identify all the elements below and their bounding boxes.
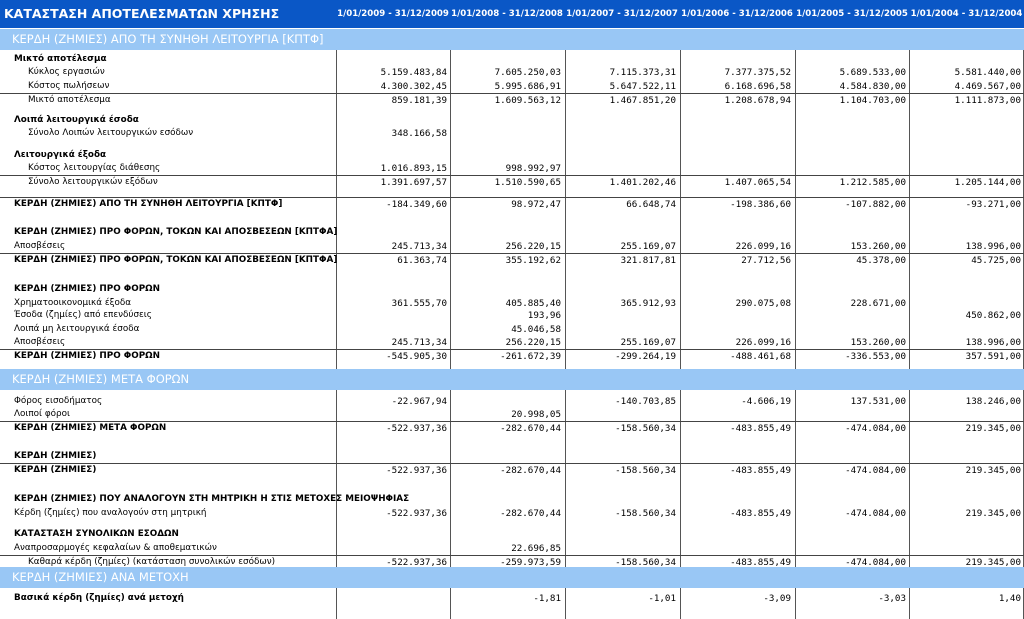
value-cell: 255.169,07 — [620, 337, 676, 348]
period-header-2: 1/01/2008 - 31/12/2008 — [451, 9, 563, 19]
table-row — [0, 528, 1024, 541]
value-cell: 1.391.697,57 — [380, 177, 447, 188]
value-cell — [336, 592, 450, 605]
value-cell: 66.648,74 — [626, 199, 676, 210]
value-cell: 20.998,05 — [511, 409, 561, 420]
value-cell: -474.084,00 — [845, 465, 906, 476]
value-cell: 153.260,00 — [850, 337, 906, 348]
value-cell — [795, 162, 909, 175]
value-cell — [795, 283, 909, 296]
value-cell — [336, 450, 450, 463]
row-label: Κόστος πωλήσεων — [28, 81, 110, 91]
value-cell: 138.996,00 — [965, 241, 1021, 252]
table-row — [0, 93, 1024, 107]
value-cell: 7.115.373,31 — [609, 67, 676, 78]
value-cell — [680, 283, 794, 296]
value-cell: 27.712,56 — [741, 255, 791, 266]
table-row — [0, 149, 1024, 162]
value-cell: 1.208.678,94 — [724, 95, 791, 106]
row-label: ΚΕΡΔΗ (ΖΗΜΙΕΣ) ΠΡΟ ΦΟΡΩΝ — [14, 284, 160, 294]
value-cell — [909, 528, 1024, 541]
value-cell — [680, 542, 794, 555]
table-row — [0, 240, 1024, 253]
value-cell — [680, 114, 794, 127]
value-cell: 4.300.302,45 — [380, 81, 447, 92]
table-row — [0, 309, 1024, 322]
row-label: Καθαρά κέρδη (ζημίες) (κατάσταση συνολικών εσόδων) — [28, 557, 276, 567]
table-row — [0, 162, 1024, 175]
value-cell: 355.192,62 — [505, 255, 561, 266]
value-cell: 255.169,07 — [620, 241, 676, 252]
row-label: Σύνολο λειτουργικών εξόδων — [28, 177, 158, 187]
value-cell: 1.205.144,00 — [954, 177, 1021, 188]
value-cell — [909, 283, 1024, 296]
value-cell: 138.246,00 — [965, 396, 1021, 407]
value-cell: -474.084,00 — [845, 508, 906, 519]
value-cell: -93.271,00 — [965, 199, 1021, 210]
value-cell: -107.882,00 — [845, 199, 906, 210]
value-cell: 290.075,08 — [735, 298, 791, 309]
value-cell: 4.469.567,00 — [954, 81, 1021, 92]
value-cell: -158.560,34 — [615, 508, 676, 519]
value-cell — [336, 542, 450, 555]
value-cell: -259.973,59 — [500, 557, 561, 568]
table-row — [0, 542, 1024, 555]
value-cell — [680, 149, 794, 162]
value-cell: 1.467.851,20 — [609, 95, 676, 106]
value-cell: -4.606,19 — [741, 396, 791, 407]
value-cell — [450, 283, 564, 296]
value-cell: 256.220,15 — [505, 241, 561, 252]
value-cell — [565, 450, 679, 463]
value-cell: -483.855,49 — [730, 508, 791, 519]
table-row — [0, 127, 1024, 140]
value-cell: 245.713,34 — [391, 241, 447, 252]
value-cell — [565, 127, 679, 140]
row-label: ΚΕΡΔΗ (ΖΗΜΙΕΣ) ΠΟΥ ΑΝΑΛΟΓΟΥΝ ΣΤΗ ΜΗΤΡΙΚΗ Η ΣΤΙΣ ΜΕΤΟΧΕΣ ΜΕΙΟΨΗΦΙΑΣ — [14, 494, 410, 504]
value-cell: 5.581.440,00 — [954, 67, 1021, 78]
table-row — [0, 114, 1024, 127]
value-cell — [450, 528, 564, 541]
value-cell — [909, 493, 1024, 506]
row-label: ΚΕΡΔΗ (ΖΗΜΙΕΣ) — [14, 465, 97, 475]
value-cell — [336, 408, 450, 421]
value-cell — [565, 162, 679, 175]
value-cell: 193,96 — [527, 310, 561, 321]
row-label: Αποσβέσεις — [14, 337, 66, 347]
value-cell: -522.937,36 — [386, 508, 447, 519]
table-row — [0, 408, 1024, 421]
value-cell: -474.084,00 — [845, 557, 906, 568]
section-header: ΚΕΡΔΗ (ΖΗΜΙΕΣ) ΑΝΑ ΜΕΤΟΧΗ — [0, 567, 1024, 588]
period-header-5: 1/01/2005 - 31/12/2005 — [796, 9, 908, 19]
value-cell: 219.345,00 — [965, 508, 1021, 519]
table-row — [0, 349, 1024, 363]
value-cell: 361.555,70 — [391, 298, 447, 309]
value-cell — [336, 114, 450, 127]
value-cell — [680, 493, 794, 506]
value-cell — [336, 53, 450, 66]
value-cell — [909, 149, 1024, 162]
table-row — [0, 80, 1024, 93]
value-cell: -545.905,30 — [386, 351, 447, 362]
value-cell: 245.713,34 — [391, 337, 447, 348]
value-cell: -282.670,44 — [500, 465, 561, 476]
table-row — [0, 175, 1024, 189]
row-label: Χρηματοοικονομικά έξοδα — [14, 298, 132, 308]
value-cell: -522.937,36 — [386, 423, 447, 434]
value-cell — [565, 226, 679, 239]
value-cell — [565, 309, 679, 322]
value-cell: -1,81 — [533, 593, 561, 604]
value-cell: -158.560,34 — [615, 423, 676, 434]
value-cell — [680, 162, 794, 175]
value-cell: 45.046,58 — [511, 324, 561, 335]
value-cell — [909, 53, 1024, 66]
table-row — [0, 253, 1024, 267]
row-label: Λοιπά μη λειτουργικά έσοδα — [14, 324, 140, 334]
value-cell: 153.260,00 — [850, 241, 906, 252]
value-cell: 450.862,00 — [965, 310, 1021, 321]
value-cell: 1.104.703,00 — [839, 95, 906, 106]
value-cell: -3,03 — [878, 593, 906, 604]
row-label: Βασικά κέρδη (ζημίες) ανά μετοχή — [14, 593, 184, 603]
table-row — [0, 53, 1024, 66]
value-cell: 1,40 — [998, 593, 1021, 604]
row-label: Λειτουργικά έξοδα — [14, 150, 107, 160]
value-cell: -140.703,85 — [615, 396, 676, 407]
value-cell: 365.912,93 — [620, 298, 676, 309]
value-cell: 5.995.686,91 — [494, 81, 561, 92]
row-label: ΚΕΡΔΗ (ΖΗΜΙΕΣ) ΜΕΤΑ ΦΟΡΩΝ — [14, 423, 167, 433]
row-label: Έσοδα (ζημίες) από επενδύσεις — [14, 310, 152, 320]
value-cell — [795, 149, 909, 162]
value-cell: -483.855,49 — [730, 465, 791, 476]
value-cell — [565, 323, 679, 336]
row-label: ΚΕΡΔΗ (ΖΗΜΙΕΣ) ΠΡΟ ΦΟΡΩΝ, ΤΟΚΩΝ ΚΑΙ ΑΠΟΣΒΕΣΕΩΝ [ΚΠΤΦΑ] — [14, 255, 338, 265]
value-cell — [565, 283, 679, 296]
value-cell: 998.992,97 — [505, 163, 561, 174]
value-cell — [795, 114, 909, 127]
row-label: ΚΕΡΔΗ (ΖΗΜΙΕΣ) ΠΡΟ ΦΟΡΩΝ, ΤΟΚΩΝ ΚΑΙ ΑΠΟΣΒΕΣΕΩΝ [ΚΠΤΦΑ] — [14, 227, 338, 237]
row-label: ΚΕΡΔΗ (ΖΗΜΙΕΣ) — [14, 451, 97, 461]
value-cell — [680, 309, 794, 322]
value-cell — [909, 542, 1024, 555]
value-cell: -522.937,36 — [386, 465, 447, 476]
value-cell — [450, 493, 564, 506]
value-cell: -1,01 — [648, 593, 676, 604]
value-cell — [336, 323, 450, 336]
row-label: Αποσβέσεις — [14, 241, 66, 251]
value-cell: 22.696,85 — [511, 543, 561, 554]
row-label: Λοιποί φόροι — [14, 409, 70, 419]
value-cell: 1.609.563,12 — [494, 95, 561, 106]
table-row — [0, 395, 1024, 408]
value-cell: -198.386,60 — [730, 199, 791, 210]
value-cell: 1.407.065,54 — [724, 177, 791, 188]
page-title: ΚΑΤΑΣΤΑΣΗ ΑΠΟΤΕΛΕΣΜΑΤΩΝ ΧΡΗΣΗΣ — [4, 6, 280, 21]
value-cell: 226.099,16 — [735, 337, 791, 348]
value-cell — [795, 450, 909, 463]
value-cell — [909, 408, 1024, 421]
table-row — [0, 507, 1024, 520]
value-cell: 7.605.250,03 — [494, 67, 561, 78]
value-cell — [909, 323, 1024, 336]
value-cell — [795, 309, 909, 322]
section-header: ΚΕΡΔΗ (ΖΗΜΙΕΣ) ΑΠΟ ΤΗ ΣΥΝΗΘΗ ΛΕΙΤΟΥΡΓΙΑ [ΚΠΤΦ] — [0, 29, 1024, 50]
row-label: ΚΕΡΔΗ (ΖΗΜΙΕΣ) ΑΠΟ ΤΗ ΣΥΝΗΘΗ ΛΕΙΤΟΥΡΓΙΑ [ΚΠΤΦ] — [14, 199, 283, 209]
value-cell — [336, 226, 450, 239]
value-cell — [565, 53, 679, 66]
value-cell — [795, 323, 909, 336]
value-cell: 228.671,00 — [850, 298, 906, 309]
value-cell: 219.345,00 — [965, 423, 1021, 434]
table-row — [0, 336, 1024, 349]
value-cell: 348.166,58 — [391, 128, 447, 139]
value-cell: 45.725,00 — [971, 255, 1021, 266]
table-row — [0, 463, 1024, 477]
value-cell: 137.531,00 — [850, 396, 906, 407]
row-label: Κύκλος εργασιών — [28, 67, 105, 77]
table-row — [0, 421, 1024, 435]
value-cell: 321.817,81 — [620, 255, 676, 266]
value-cell — [680, 53, 794, 66]
value-cell: -483.855,49 — [730, 557, 791, 568]
value-cell: 219.345,00 — [965, 465, 1021, 476]
value-cell: 7.377.375,52 — [724, 67, 791, 78]
table-row — [0, 66, 1024, 79]
value-cell — [450, 226, 564, 239]
section-header: ΚΕΡΔΗ (ΖΗΜΙΕΣ) ΜΕΤΑ ΦΟΡΩΝ — [0, 369, 1024, 390]
value-cell: 859.181,39 — [391, 95, 447, 106]
value-cell — [795, 53, 909, 66]
value-cell: 226.099,16 — [735, 241, 791, 252]
value-cell: 405.885,40 — [505, 298, 561, 309]
table-row — [0, 450, 1024, 463]
value-cell — [795, 528, 909, 541]
row-label: Λοιπά λειτουργικά έσοδα — [14, 115, 139, 125]
value-cell: 1.510.590,65 — [494, 177, 561, 188]
value-cell: -3,09 — [763, 593, 791, 604]
table-row — [0, 493, 1024, 506]
value-cell — [565, 149, 679, 162]
row-label: Κέρδη (ζημίες) που αναλογούν στη μητρική — [14, 508, 207, 518]
value-cell — [336, 283, 450, 296]
row-label: ΚΑΤΑΣΤΑΣΗ ΣΥΝΟΛΙΚΩΝ ΕΣΟΔΩΝ — [14, 529, 179, 539]
table-row — [0, 197, 1024, 211]
value-cell: -22.967,94 — [391, 396, 447, 407]
table-row — [0, 226, 1024, 239]
value-cell — [795, 542, 909, 555]
value-cell — [450, 395, 564, 408]
value-cell — [795, 493, 909, 506]
value-cell: 1.401.202,46 — [609, 177, 676, 188]
row-label: Αναπροσαρμογές κεφαλαίων & αποθεματικών — [14, 543, 217, 553]
value-cell: 1.212.585,00 — [839, 177, 906, 188]
row-label: Σύνολο Λοιπών λειτουργικών εσόδων — [28, 128, 194, 138]
period-header-1: 1/01/2009 - 31/12/2009 — [337, 9, 449, 19]
value-cell: -488.461,68 — [730, 351, 791, 362]
value-cell — [450, 149, 564, 162]
value-cell: -261.672,39 — [500, 351, 561, 362]
value-cell: -483.855,49 — [730, 423, 791, 434]
value-cell — [336, 528, 450, 541]
value-cell: -282.670,44 — [500, 423, 561, 434]
value-cell — [450, 53, 564, 66]
value-cell — [565, 528, 679, 541]
value-cell: -184.349,60 — [386, 199, 447, 210]
value-cell: 5.159.483,84 — [380, 67, 447, 78]
value-cell: 4.584.830,00 — [839, 81, 906, 92]
value-cell: 138.996,00 — [965, 337, 1021, 348]
value-cell — [680, 450, 794, 463]
value-cell — [680, 323, 794, 336]
value-cell — [795, 226, 909, 239]
period-header-3: 1/01/2007 - 31/12/2007 — [566, 9, 678, 19]
value-cell — [450, 450, 564, 463]
value-cell — [680, 528, 794, 541]
value-cell — [565, 114, 679, 127]
value-cell — [909, 114, 1024, 127]
value-cell — [909, 450, 1024, 463]
value-cell: 5.647.522,11 — [609, 81, 676, 92]
value-cell — [336, 309, 450, 322]
row-label: Μικτό αποτέλεσμα — [28, 95, 111, 105]
value-cell — [909, 127, 1024, 140]
value-cell — [565, 408, 679, 421]
value-cell: 45.378,00 — [856, 255, 906, 266]
value-cell — [336, 493, 450, 506]
value-cell — [909, 226, 1024, 239]
value-cell — [565, 542, 679, 555]
period-header-6: 1/01/2004 - 31/12/2004 — [910, 9, 1023, 19]
value-cell: -336.553,00 — [845, 351, 906, 362]
value-cell: 5.689.533,00 — [839, 67, 906, 78]
value-cell: -522.937,36 — [386, 557, 447, 568]
value-cell — [565, 493, 679, 506]
value-cell: -158.560,34 — [615, 465, 676, 476]
row-label: Κόστος λειτουργίας διάθεσης — [28, 163, 161, 173]
row-label: Μικτό αποτέλεσμα — [14, 54, 107, 64]
value-cell: 98.972,47 — [511, 199, 561, 210]
value-cell — [795, 127, 909, 140]
table-header — [0, 0, 1024, 28]
value-cell — [795, 408, 909, 421]
value-cell: 1.016.893,15 — [380, 163, 447, 174]
value-cell: -299.264,19 — [615, 351, 676, 362]
table-row — [0, 555, 1024, 569]
value-cell: 1.111.873,00 — [954, 95, 1021, 106]
table-row — [0, 283, 1024, 296]
row-label: ΚΕΡΔΗ (ΖΗΜΙΕΣ) ΠΡΟ ΦΟΡΩΝ — [14, 351, 160, 361]
value-cell: 256.220,15 — [505, 337, 561, 348]
value-cell: 219.345,00 — [965, 557, 1021, 568]
value-cell — [680, 408, 794, 421]
value-cell — [909, 162, 1024, 175]
value-cell: 61.363,74 — [397, 255, 447, 266]
value-cell — [450, 114, 564, 127]
table-row — [0, 323, 1024, 336]
table-row — [0, 592, 1024, 605]
value-cell: -474.084,00 — [845, 423, 906, 434]
value-cell — [680, 127, 794, 140]
period-header-4: 1/01/2006 - 31/12/2006 — [681, 9, 793, 19]
value-cell — [336, 149, 450, 162]
value-cell: -158.560,34 — [615, 557, 676, 568]
value-cell: -282.670,44 — [500, 508, 561, 519]
value-cell — [450, 127, 564, 140]
value-cell: 357.591,00 — [965, 351, 1021, 362]
value-cell: 6.168.696,58 — [724, 81, 791, 92]
value-cell — [680, 226, 794, 239]
row-label: Φόρος εισοδήματος — [14, 396, 103, 406]
